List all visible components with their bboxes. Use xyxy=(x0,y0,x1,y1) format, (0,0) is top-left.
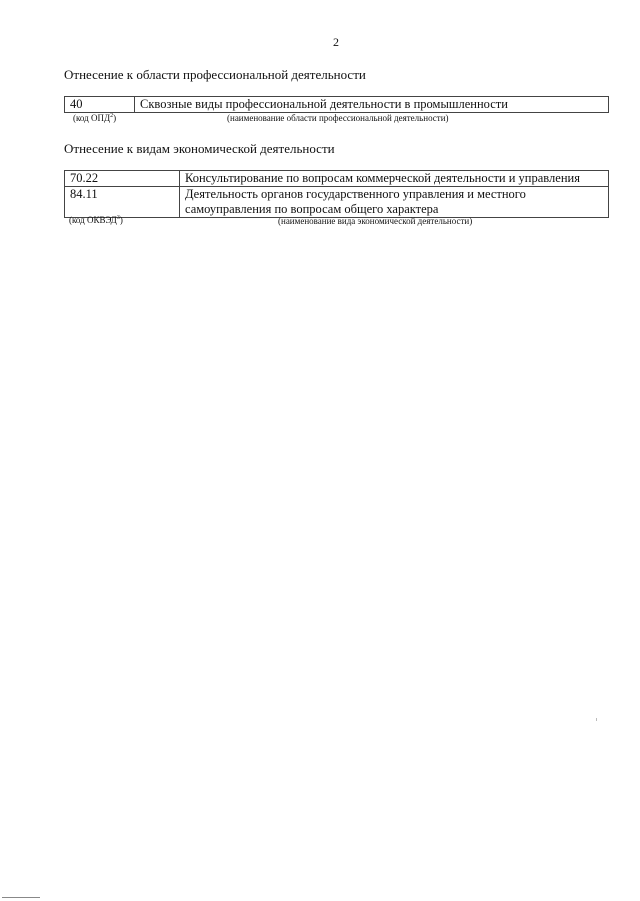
okved-code-cell: 70.22 xyxy=(65,171,180,187)
okved-code-cell: 84.11 xyxy=(65,187,180,218)
okved-name-cell: Деятельность органов государственного управления и местного самоуправления по вопросам общего характера xyxy=(180,187,609,218)
okved-name-cell: Консультирование по вопросам коммерческой деятельности и управления xyxy=(180,171,609,187)
table-row xyxy=(65,187,609,218)
opd-table xyxy=(64,96,609,113)
opd-code-cell: 40 xyxy=(65,97,135,113)
caption-text: (код ОПД xyxy=(73,113,111,123)
caption-text-end: ) xyxy=(113,113,117,123)
opd-code-caption xyxy=(73,113,116,123)
opd-section-heading: Отнесение к области профессиональной деятельности xyxy=(64,67,366,82)
okved-name-caption: (наименование вида экономической деятельности) xyxy=(278,216,473,226)
okved-section-heading: Отнесение к видам экономической деятельности xyxy=(64,141,335,156)
page-number: 2 xyxy=(333,35,339,49)
table-row xyxy=(65,171,609,187)
scan-artifact xyxy=(2,897,40,898)
table-row xyxy=(65,97,609,113)
footnote-ref: 3 xyxy=(116,215,120,221)
caption-text-end: ) xyxy=(119,215,123,225)
scan-artifact xyxy=(596,718,597,721)
okved-code-caption xyxy=(69,215,123,225)
opd-name-caption: (наименование области профессиональной деятельности) xyxy=(227,113,449,123)
footnote-ref: 2 xyxy=(110,113,114,119)
okved-table xyxy=(64,170,609,218)
caption-text: (код ОКВЭД xyxy=(69,215,117,225)
opd-name-cell: Сквозные виды профессиональной деятельности в промышленности xyxy=(135,97,609,113)
